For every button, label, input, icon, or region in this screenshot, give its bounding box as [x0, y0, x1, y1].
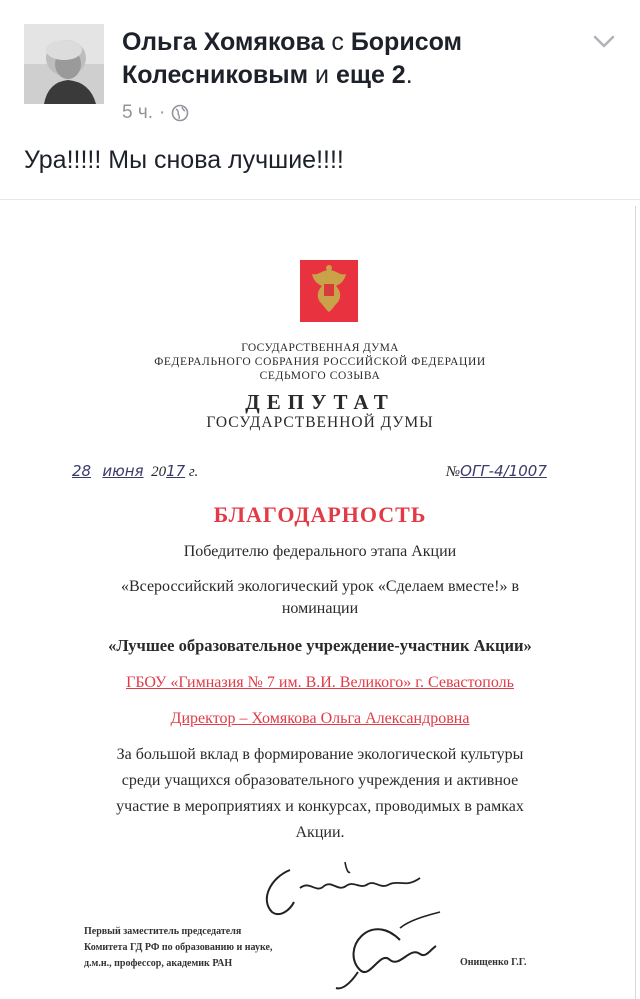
doc-nomination: «Лучшее образовательное учреждение-участник Акции» [108, 636, 532, 655]
reg-prefix: № [446, 464, 461, 480]
signer-name: Онищенко Г.Г. [460, 957, 527, 968]
post-text: Ура!!!!! Мы снова лучшие!!!! [24, 146, 344, 174]
tagged-people[interactable]: Борисом Колесниковым [122, 28, 463, 89]
doc-body-3: участие в мероприятиях и конкурсах, проводимых в рамках [116, 798, 524, 815]
globe-icon[interactable] [171, 104, 189, 122]
doc-line-1: Победителю федерального этапа Акции [183, 543, 457, 560]
date-year-prefix: 20 [151, 464, 167, 480]
doc-heading: БЛАГОДАРНОСТЬ [213, 502, 427, 527]
attached-document-photo[interactable] [0, 199, 640, 999]
date-month: июня [102, 462, 144, 480]
handwritten-signature [250, 850, 450, 999]
doc-school: ГБОУ «Гимназия № 7 им. В.И. Великого» г. Севастополь [126, 674, 514, 691]
author-name[interactable]: Ольга Хомякова [122, 28, 325, 56]
chevron-down-icon[interactable] [592, 34, 616, 50]
doc-line-3: номинации [281, 600, 359, 617]
meta-separator: · [159, 102, 166, 123]
doc-title-deputy: ДЕПУТАТ [245, 390, 395, 414]
date-year-suffix: 17 [166, 462, 186, 480]
signer-line-1: Первый заместитель председателя [84, 926, 242, 937]
doc-header-line-1: ГОСУДАРСТВЕННАЯ ДУМА [241, 342, 399, 354]
post-timestamp[interactable]: 5 ч. [122, 102, 154, 123]
doc-body-1: За большой вклад в формирование экологической культуры [116, 746, 524, 763]
post-author-line [122, 26, 562, 92]
doc-header-line-3: СЕДЬМОГО СОЗЫВА [259, 370, 381, 382]
with-word: с [331, 28, 344, 56]
doc-reg-number [446, 462, 547, 481]
and-word: и [315, 61, 329, 89]
doc-director: Директор – Хомякова Ольга Александровна [170, 710, 470, 727]
signer-line-3: д.м.н., профессор, академик РАН [84, 958, 233, 969]
signer-title [84, 924, 272, 972]
avatar-photo [24, 24, 104, 104]
doc-date [72, 462, 198, 481]
others-link[interactable]: еще 2 [335, 61, 406, 89]
doc-body-4: Акции. [295, 824, 345, 841]
period: . [405, 61, 413, 89]
doc-line-2: «Всероссийский экологический урок «Сделаем вместе!» в [120, 578, 520, 595]
post-meta [122, 102, 189, 124]
doc-title-duma: ГОСУДАРСТВЕННОЙ ДУМЫ [206, 414, 434, 431]
avatar[interactable] [24, 24, 104, 104]
doc-header-line-2: ФЕДЕРАЛЬНОГО СОБРАНИЯ РОССИЙСКОЙ ФЕДЕРАЦИИ [154, 356, 486, 368]
reg-number: ОГГ-4/1007 [460, 462, 547, 480]
coat-of-arms-emblem [300, 260, 358, 322]
date-suffix: г. [188, 464, 199, 480]
date-day: 28 [72, 462, 92, 480]
doc-body-2: среди учащихся образовательного учреждения и активное [121, 772, 519, 789]
signer-line-2: Комитета ГД РФ по образованию и науке, [84, 942, 273, 953]
